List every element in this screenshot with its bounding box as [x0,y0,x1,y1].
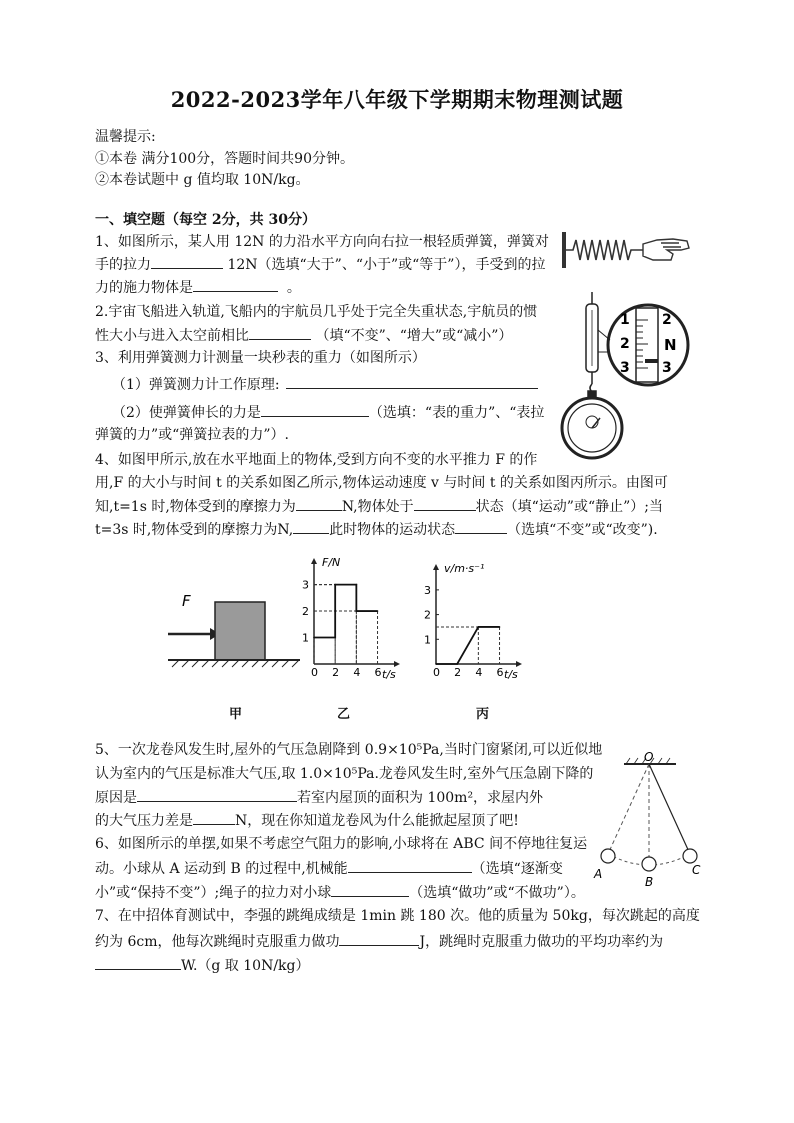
data-point [377,610,379,612]
q6-text: 动。小球从 A 运动到 B 的过程中,机械能 [95,861,348,877]
q4-text: 知,t=1s 时,物体受到的摩擦力为 [95,499,296,515]
force-label: F [182,592,191,610]
page-title: 2022-2023学年八年级下学期期末物理测试题 [170,87,624,112]
q2-line1: 2.宇宙飞船进入轨道,飞船内的宇航员几乎处于完全失重状态,宇航员的惯 [95,304,538,320]
x-tick-label: 6 [496,666,504,679]
q2-line2 [95,325,512,346]
ball-a [601,849,615,863]
y-axis-label: v/m·s⁻¹ [444,562,485,575]
q2-text: 性大小与进入太空前相比 [95,328,249,344]
q1-text: 12N（选填“大于”、“小于”或“等于”），手受到的拉 [227,257,546,273]
answer-blank[interactable] [151,254,223,269]
q4-line1: 4、如图甲所示,放在水平地面上的物体,受到方向不变的水平推力 F 的作 [95,452,538,468]
q1-text: 手的拉力 [95,257,151,273]
scale-mark: 3 [662,360,672,376]
q1-line3 [95,277,301,298]
tip-item: ①本卷 满分100分，答题时间共90分钟。 [95,151,354,167]
answer-blank[interactable] [296,496,342,511]
q4-text: t=3s 时,物体受到的摩擦力为N, [95,522,294,538]
tip-item: ②本卷试题中 g 值均取 10N/kg。 [95,172,310,188]
ball-c [683,849,697,863]
data-point [334,584,336,586]
x-tick-label: 0 [311,666,318,679]
x-tick-label: 0 [433,666,440,679]
answer-blank[interactable] [331,882,409,897]
q6-line2 [95,858,563,879]
q4-text: 此时物体的运动状态 [329,522,456,538]
q5-line4 [95,810,519,831]
scale-mark: 3 [620,360,630,376]
q7-line1: 7、在中招体育测试中，李强的跳绳成绩是 1min 跳 180 次。他的质量为 50kg，每次跳起的高度 [95,908,700,924]
q6-line1: 6、如图所示的单摆,如果不考虑空气阻力的影响,小球将在 ABC 间不停地往复运 [95,836,588,852]
q5-line1: 5、一次龙卷风发生时,屋外的气压急剧降到 0.9×10⁵Pa,当时门窗紧闭,可以近似地 [95,742,603,758]
ball-b [642,857,656,871]
q3-text: （选填：“表的重力”、“表拉 [368,405,545,421]
point-label: A [594,867,603,881]
spring-coil [566,240,643,260]
scale-mark: 1 [620,312,630,328]
point-label: B [645,875,654,889]
q2-text: （填“不变”、“增大”或“减小”） [315,328,513,344]
pendulum-figure [592,752,704,890]
y-tick-label: 2 [302,605,309,619]
answer-blank[interactable] [193,277,278,292]
answer-blank[interactable] [261,402,369,417]
q6-line3 [95,882,585,903]
pointer [645,359,658,363]
answer-blank[interactable] [193,810,235,825]
y-tick-label: 1 [424,633,431,647]
data-point [313,637,315,639]
y-axis-arrow [311,558,317,564]
x-axis-label: t/s [382,668,396,681]
q4-line3 [95,496,663,517]
y-tick-label: 2 [424,608,431,622]
q5-text: 的大气压力差是 [95,813,193,829]
q3-text: （2）使弹簧伸长的力是 [112,405,261,421]
q3-line4: 弹簧的力”或“弹簧拉表的力”）. [95,427,289,443]
y-tick-label: 3 [302,578,309,592]
scale-mark: 2 [620,336,630,352]
q7-text: W.（g 取 10N/kg） [181,958,310,974]
data-point [456,663,458,665]
x-tick-label: 6 [374,666,382,679]
x-tick-label: 4 [475,666,483,679]
q3-line2 [112,374,538,395]
pivot-label: O [644,752,654,764]
q6-text: 小”或“保持不变”）;绳子的拉力对小球 [95,885,332,901]
answer-blank[interactable] [137,787,297,802]
answer-blank[interactable] [455,519,507,534]
spring-scale-stopwatch-figure [548,290,698,460]
q5-text: N，现在你知道龙卷风为什么能掀起屋顶了吧! [235,813,519,829]
x-axis-arrow [394,661,400,667]
answer-blank[interactable] [293,519,329,534]
point-label: C [692,863,701,877]
q4-line4 [95,519,658,540]
q1-line2 [95,254,545,275]
y-tick-label: 3 [424,583,431,597]
x-tick-label: 4 [353,666,361,679]
x-axis-arrow [516,661,522,667]
q4-text: N,物体处于 [341,499,414,515]
data-point [499,626,501,628]
tips-heading: 温馨提示: [95,129,156,145]
y-tick-label: 1 [302,631,309,645]
data-point [478,626,480,628]
ground-hatch [172,660,299,667]
answer-blank[interactable] [339,931,419,946]
scale-mark: 2 [662,312,672,328]
scale-unit: N [664,336,677,354]
data-point [435,663,437,665]
figure-caption: 甲 [229,707,243,722]
magnified-scale [636,308,658,382]
x-tick-label: 2 [332,666,340,679]
answer-blank[interactable] [286,374,538,389]
q6-text: （选填“做功”或“不做功”）。 [409,885,585,901]
q7-line2 [95,931,663,952]
q1-line1: 1、如图所示，某人用 12N 的力沿水平方向向右拉一根轻质弹簧，弹簧对 [95,234,549,250]
q7-text: 约为 6cm，他每次跳绳时克服重力做功 [95,934,340,950]
q7-line3 [95,955,309,976]
q3-line3 [112,402,544,423]
q5-text: 若室内屋顶的面积为 100m²，求屋内外 [297,790,544,806]
string-c [649,764,690,854]
y-axis-arrow [433,564,439,570]
q3-line1: 3、利用弹簧测力计测量一块秒表的重力（如图所示） [95,350,426,366]
q4-text: 状态（填“运动”或“静止”）;当 [475,499,663,515]
q5-line2: 认为室内的气压是标准大气压,取 1.0×10⁵Pa.龙卷风发生时,室外气压急剧下降的 [95,766,594,782]
hand-icon [643,239,689,260]
wall [562,232,566,268]
q3-text: （1）弹簧测力计工作原理: [112,377,280,393]
chart-bing [408,556,548,688]
q7-text: J，跳绳时克服重力做功的平均功率约为 [419,934,664,950]
data-point [356,610,358,612]
answer-blank[interactable] [414,496,476,511]
figure-caption: 乙 [337,707,351,722]
x-tick-label: 2 [454,666,462,679]
string-a [608,764,649,854]
section-heading: 一、填空题（每空 2分，共 30分） [95,212,316,228]
series-line [436,627,500,664]
q4-text: （选填“不变”或“改变”). [507,522,658,538]
y-axis-label: F/N [322,556,341,569]
q1-text: 。 [286,280,301,296]
figure-caption: 丙 [476,707,490,722]
block [215,602,265,660]
answer-blank[interactable] [249,325,311,340]
chart-yi [288,548,418,688]
answer-blank[interactable] [348,858,472,873]
data-point [334,637,336,639]
q5-line3 [95,787,543,808]
q5-text: 原因是 [95,790,137,806]
q6-text: （选填“逐渐变 [471,861,563,877]
answer-blank[interactable] [95,955,181,970]
stopwatch-crown [588,391,596,397]
q4-line2: 用,F 的大小与时间 t 的关系如图乙所示,物体运动速度 v 与时间 t 的关系如图丙所示。由图可 [95,475,668,491]
q1-text: 力的施力物体是 [95,280,193,296]
spring-hand-figure [561,228,695,274]
x-axis-label: t/s [504,668,518,681]
data-point [356,584,358,586]
